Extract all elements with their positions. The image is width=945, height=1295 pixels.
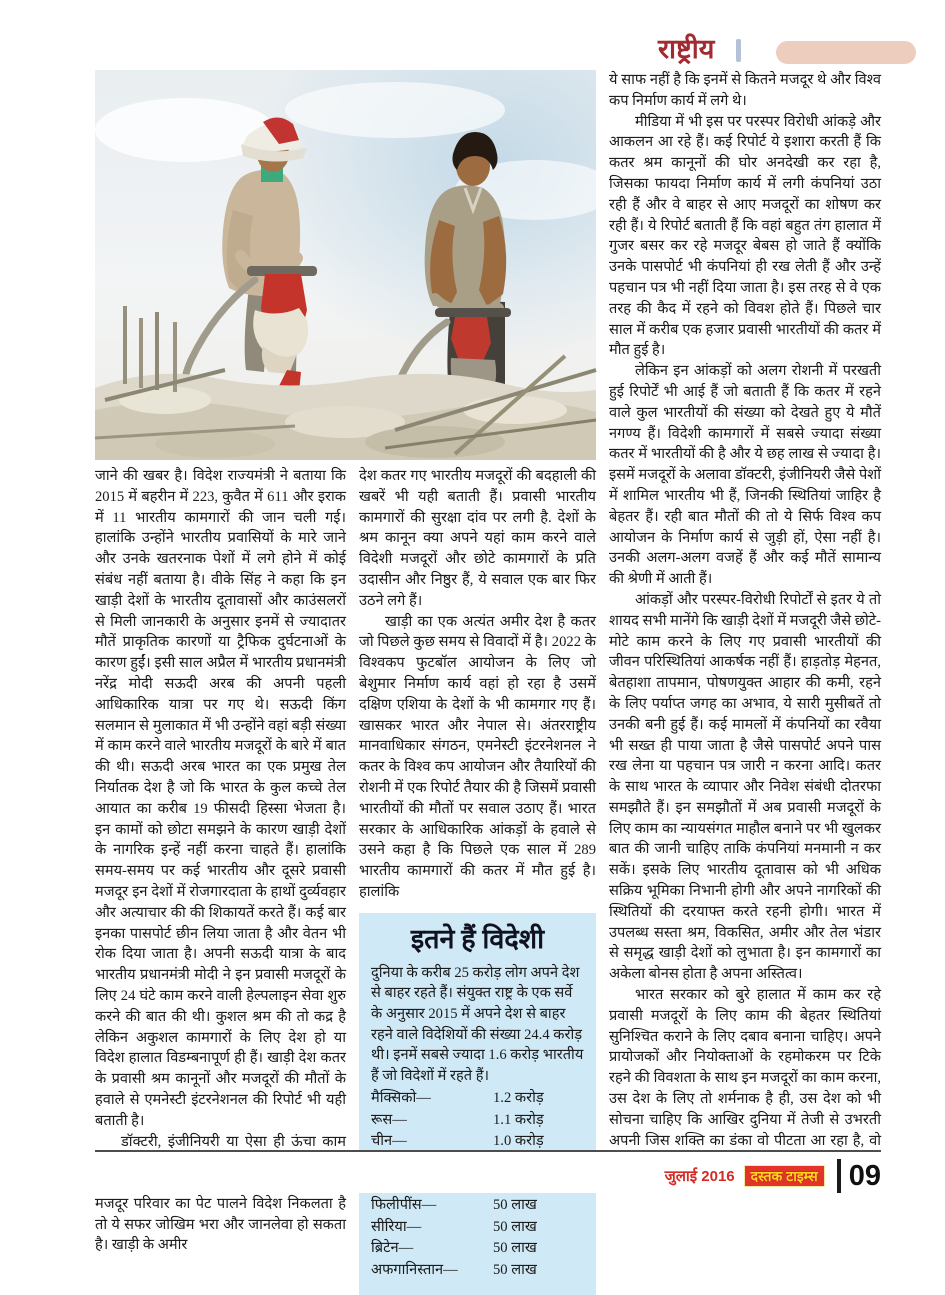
left-column-group <box>95 70 596 1278</box>
country-label: रूस— <box>371 1111 407 1128</box>
country-value: 50 लाख <box>493 1197 537 1214</box>
country-value: 50 लाख <box>493 1240 537 1257</box>
infobox-intro: दुनिया के करीब 25 करोड़ लोग अपने देश से बाहर रहते हैं। संयुक्त राष्ट्र के एक सर्वे के अनुसार 2015 में अपने देश से बाहर रहने वाले विदेशियों की संख्या 24.4 करोड़ थी। इनमें सबसे ज्यादा 1.6 करोड़ भारतीय हैं जो विदेशों में रहते हैं। <box>371 964 584 1084</box>
article-paragraph: मीडिया में भी इस पर परस्पर विरोधी आंकड़े और आकलन आ रहे हैं। कई रिपोर्ट ये इशारा करती हैं कि कतर श्रम कानूनों की घोर अनदेखी कर रहा है, जिसका फायदा निर्माण कार्य में लगी कंपनियां उठा रही हैं और वे बाहर से आए मजदूरों का शोषण कर रही हैं। ये रिपोर्ट बताती हैं कि वहां बहुत तंग हालात में गुजर बसर कर रहे मजदूर बेबस हो जाते हैं क्योंकि उनके पासपोर्ट भी कंपनियां ही रख लेती हैं और उन्हें पहचान पत्र भी नहीं दिया जाता है। इस तरह से वे एक तरह की कैद में रहने को विवश होते हैं। पिछले चार साल में करीब एक हजार प्रवासी भारतीयों की कतर में मौत हुई है। <box>609 113 881 359</box>
list-item <box>371 1217 584 1238</box>
infobox-title: इतने हैं विदेशी <box>410 923 545 954</box>
country-label: मैक्सिको— <box>371 1090 431 1107</box>
foreigners-infobox <box>359 913 596 1295</box>
page-footer <box>95 1150 881 1193</box>
article-paragraph: देश कतर गए भारतीय मजदूरों की बदहाली की खबरें भी यही बताती हैं। प्रवासी भारतीय कामगारों की सुरक्षा दांव पर लगी है. देशों के श्रम कानून क्या अपने यहां काम करने वाले विदेशी मजदूरों और छोटे कामगारों के प्रति उदासीन और निष्ठुर हैं, ये सवाल एक बार फिर उठने लगे हैं। <box>359 468 596 609</box>
country-value: 50 लाख <box>493 1261 537 1278</box>
masthead-pill <box>776 41 916 64</box>
country-value: 1.0 करोड़ <box>493 1133 544 1150</box>
country-label: ब्रिटेन— <box>371 1240 414 1257</box>
article-paragraph: डॉक्टरी, इंजीनियरी या ऐसा ही ऊंचा काम मजदूर परिवार का पेट पालने विदेश निकलता है तो ये सफर जोखिम भरा और जानलेवा हो सकता है। खाड़ी के अमीर <box>95 1133 346 1254</box>
magazine-logo: दस्तक टाइम्स <box>744 1165 825 1187</box>
page-header <box>0 34 945 68</box>
country-label: फिलीपींस— <box>371 1197 437 1214</box>
country-label: सीरिया— <box>371 1218 422 1235</box>
footer-right-block <box>95 1152 881 1193</box>
list-item <box>371 1088 584 1109</box>
country-value: 1.2 करोड़ <box>493 1090 544 1107</box>
article-photo <box>95 70 596 460</box>
issue-date: जुलाई 2016 <box>664 1168 735 1185</box>
article-paragraph: खाड़ी का एक अत्यंत अमीर देश है कतर जो पिछले कुछ समय से विवादों में है। 2022 के विश्वकप फुटबॉल आयोजन के लिए जो बेशुमार निर्माण कार्य वहां हो रहा है उसमें दक्षिण एशिया के देशों के भी कामगार गए हैं। खासकर भारत और नेपाल से। अंतरराष्ट्रीय मानवाधिकार संगठन, एमनेस्टी इंटरनेशनल ने कतर के विश्व कप आयोजन और तैयारियों की रोशनी में एक रिपोर्ट तैयार की है जिसमें प्रवासी भारतीयों की मौतों पर सवाल उठाए हैं। भारत सरकार के आधिकारिक आंकड़ों के हवाले से उसने कहा है कि पिछले एक साल में 289 भारतीय कामगारों की कतर में मौत हुई है। हालांकि <box>359 613 596 900</box>
country-value: 1.1 करोड़ <box>493 1111 544 1128</box>
article-paragraph: आंकड़ों और परस्पर-विरोधी रिपोर्टों से इतर ये तो शायद सभी मानेंगे कि खाड़ी देशों में मजदूरी जैसे छोटे-मोटे काम करने के लिए गए प्रवासी भारतीयों की जीवन परिस्थितियां आकर्षक नहीं हैं। हाड़तोड़ मेहनत, बेतहाशा तापमान, पोषणयुक्त आहार की कमी, रहने के लिए पर्याप्त जगह का अभाव, ये सारी मुसीबतें तो उनकी बनी हुई हैं। कई मामलों में कंपनियों का रवैया भी सख्त ही पाया जाता है जैसे पासपोर्ट अपने पास रख लेना या पहचान पत्र जारी न करना आदि। कतर के साथ भारत के व्यापार और निवेश संबंधी दोतरफा समझौते हैं। इन समझौतों में अब प्रवासी मजदूरों के लिए काम का न्यायसंगत माहौल बनाने पर भी खुलकर बात की जानी चाहिए ताकि कंपनियां मनमानी न कर सकें। इसके लिए भारतीय दूतावास को भी अधिक सक्रिय भूमिका निभानी होगी और अपने नागरिकों की स्थितियों की दरयाफ्त करते रहनी होगी। भारत में उपलब्ध सस्ता श्रम, विकसित, अमीर और तेल भंडार से समृद्ध खाड़ी देशों को लुभाता है। इन कामगारों का अकेला बोनस होता है अपना अस्तित्व। <box>609 591 881 983</box>
article-paragraph <box>609 985 881 1172</box>
article-column-2 <box>359 466 596 1278</box>
page-number-block <box>837 1159 881 1193</box>
paragraph-text: भारत सरकार को बुरे हालात में काम कर रहे प्रवासी मजदूरों के लिए काम की बेहतर स्थितियां सुनिश्चित कराने के लिए दबाव बनाना चाहिए। अपने प्रायोजकों और नियोक्ताओं के रहमोकरम पर टिके रहने की विवशता के साथ इन मजदूरों का काम करना, उस देश के लिए तो शर्मनाक है ही, उस देश को भी सोचना चाहिए कि आखिर दुनिया में तेजी से उभरती अपनी जिस शक्ति का डंका वो पीटता आ रहा है, वो <box>609 987 881 1149</box>
article-paragraph: लेकिन इन आंकड़ों को अलग रोशनी में परखती हुई रिपोर्टें भी आई हैं जो बताती हैं कि कतर में रहने वाले कुल भारतीयों की संख्या को देखते हुए ये मौतें नगण्य हैं। विदेशी कामगारों में सबसे ज्यादा संख्या कतर में भारतीयों की है और ये छह लाख से ज्यादा है। इसमें मजदूरों के अलावा डॉक्टरी, इंजीनियरी जैसे पेशों में शामिल भारतीय भी हैं, जिनकी स्थितियां जाहिर है बेहतर हैं। रही बात मौतों की तो ये सिर्फ विश्व कप आयोजन के निर्माण कार्य से जुड़ी हों, ऐसा नहीं है। उनकी अलग-अलग वजहें हैं और कई मौतें सामान्य की श्रेणी में आती हैं। <box>609 363 881 588</box>
article-column-3 <box>609 70 881 1148</box>
page-number: 09 <box>848 1160 881 1192</box>
list-item <box>371 1110 584 1131</box>
country-value: 50 लाख <box>493 1218 537 1235</box>
article-paragraph: जाने की खबर है। विदेश राज्यमंत्री ने बताया कि 2015 में बहरीन में 223, कुवैत में 611 और इराक में 11 भारतीय कामगारों की जान चली गई। हालांकि उन्होंने भारतीय प्रवासियों के मारे जाने और उनके खतरनाक पेशों में लगे होने में कोई संबंध नहीं बताया है। वीके सिंह ने कहा कि इन खाड़ी देशों के भारतीय दूतावासों और काउंसलरों से मिली जानकारी के अनुसार इनमें से ज्यादातर मौतें प्राकृतिक कारणों या ट्रैफिक दुर्घटनाओं के कारण हुईं। इसी साल अप्रैल में भारतीय प्रधानमंत्री नरेंद्र मोदी सऊदी अरब की अपनी पहली आधिकारिक यात्रा पर गए थे। सऊदी किंग सलमान से मुलाकात में भी उन्होंने वहां बड़ी संख्या में काम करने वाले भारतीय मजदूरों के बारे में बात की थी। सऊदी अरब भारत का एक प्रमुख तेल निर्यातक देश है जो कि भारत के कुल कच्चे तेल आयात का करीब 19 फीसदी हिस्सा भेजता है। इन कामों को छोटा समझने के कारण खाड़ी देशों के नागरिक इन्हें नहीं करना चाहते हैं। हालांकि समय-समय पर कई भारतीय और दूसरे प्रवासी मजदूर इन देशों में रोजगारदाता के हाथों दुर्व्यवहार और अत्याचार की की शिकायतें करते हैं। कई बार इनका पासपोर्ट छीन लिया जाता है और वेतन भी रोक दिया जाता है। अपनी सऊदी यात्रा के बाद भारतीय प्रधानमंत्री मोदी ने इन प्रवासी मजदूरों के लिए 24 घंटे काम करने वाली हेल्पलाइन सेवा शुरु करने की बात की थी। कुशल श्रम की तो कद्र है लेकिन अकुशल कामगारों के लिए देश हो या विदेश हालात विडम्बनापूर्ण ही हैं। खाड़ी देश कतर के प्रवासी श्रम कानूनों और मजदूरों की मौतों के हवाले से एमनेस्टी इंटरनेशनल की रिपोर्ट भी यही बताती है। <box>95 468 346 1129</box>
article-column-1 <box>95 466 346 1254</box>
workers-photo-illustration <box>95 70 596 460</box>
text-columns-lower <box>95 466 596 1278</box>
list-item <box>371 1260 584 1281</box>
country-label: अफगानिस्तान— <box>371 1261 458 1278</box>
list-item <box>371 1195 584 1216</box>
header-divider <box>736 39 741 62</box>
article-paragraph: ये साफ नहीं है कि इनमें से कितने मजदूर थे और विश्व कप निर्माण कार्य में लगे थे। <box>609 72 881 109</box>
section-label: राष्ट्रीय <box>658 34 715 64</box>
list-item <box>371 1238 584 1259</box>
country-label: चीन— <box>371 1133 407 1150</box>
